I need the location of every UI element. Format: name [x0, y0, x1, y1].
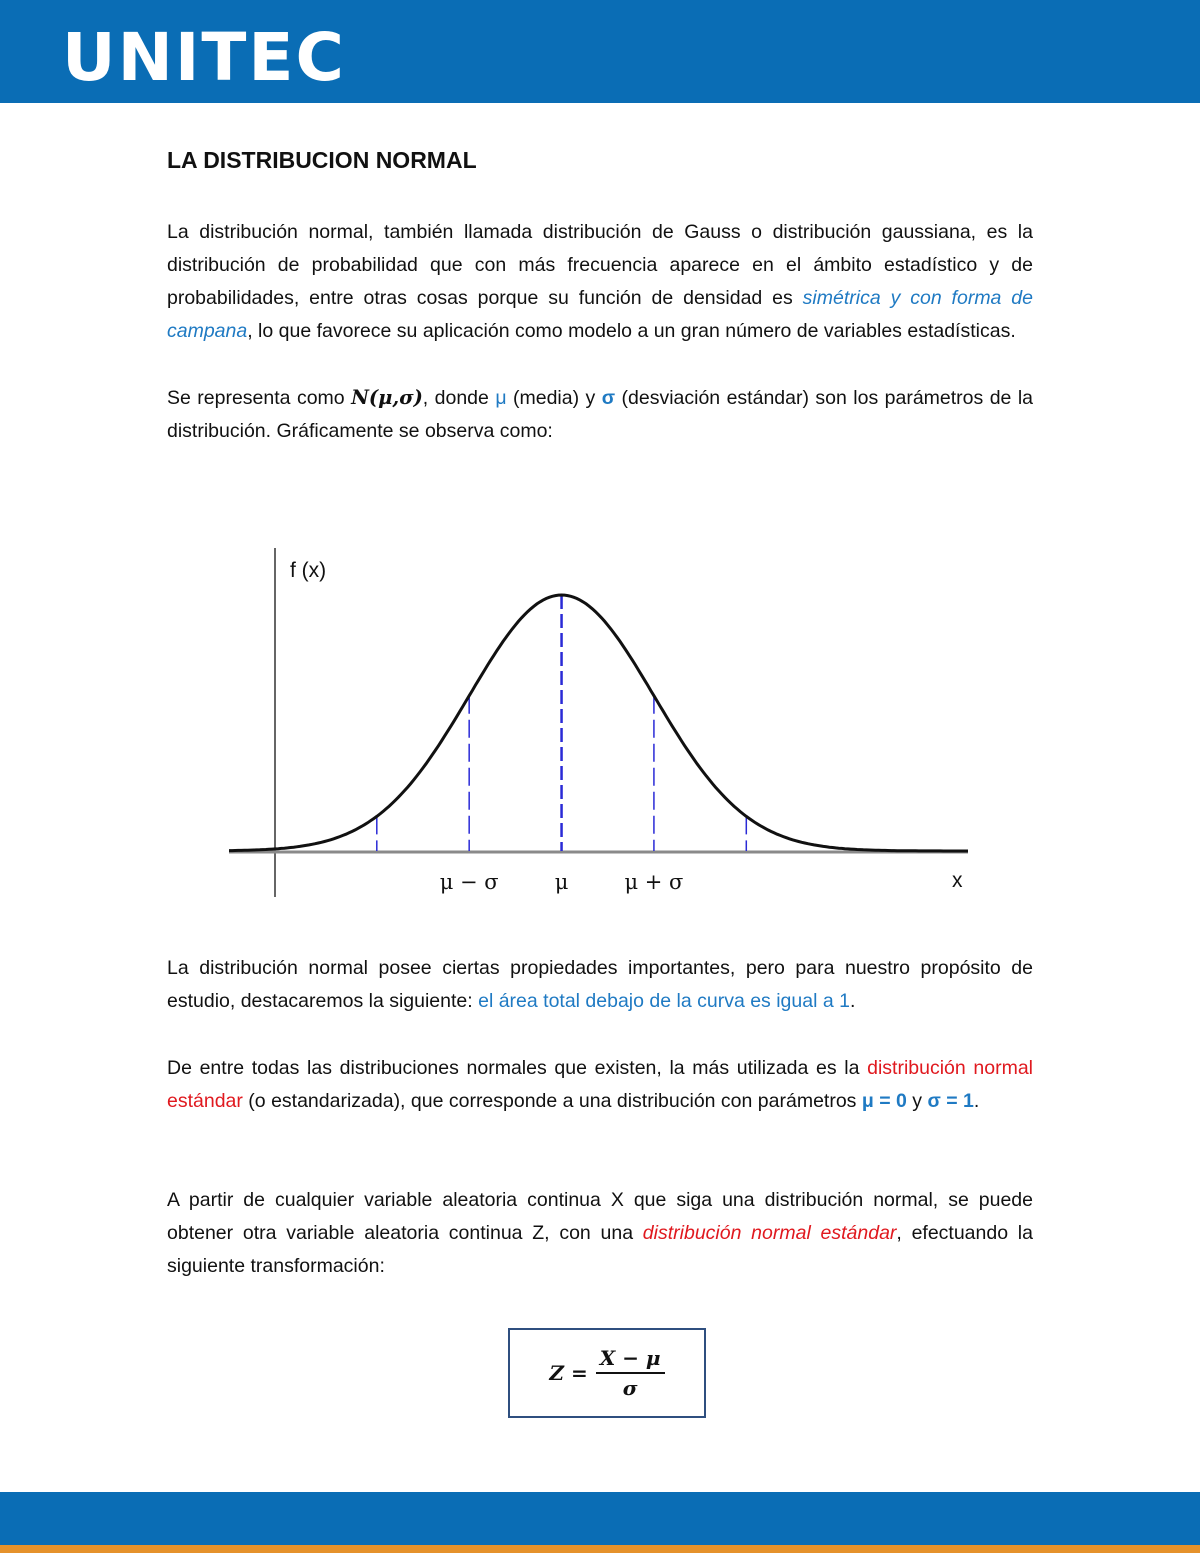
formula-lhs: Z = — [549, 1361, 588, 1385]
repr-text-4: (desviación estándar) son los parámetros de la distribución. Gráficamente se observa como: — [167, 387, 1034, 442]
reference-lines — [377, 595, 747, 851]
formula-box — [508, 1328, 706, 1418]
x-axis-label: x — [952, 869, 963, 892]
repr-notation: N(μ,σ) — [351, 386, 423, 409]
repr-sigma: σ — [601, 387, 616, 409]
property-highlight: el área total debajo de la curva es igual a 1 — [478, 990, 850, 1012]
tick-label: μ − σ — [439, 870, 499, 894]
formula-fraction — [596, 1346, 665, 1400]
standard-mu-eq: μ = 0 — [861, 1090, 907, 1112]
standard-red: distribución normal estándar — [167, 1057, 1034, 1112]
transform-red: distribución normal estándar — [642, 1222, 897, 1244]
bell-curve — [229, 595, 968, 851]
footer-bar — [0, 1492, 1200, 1545]
transform-text-1: A partir de cualquier variable aleatoria continua X que siga una distribución normal, se puede obtener otra variable aleatoria continua Z, con una — [167, 1189, 1033, 1244]
y-axis-label: f (x) — [290, 559, 327, 582]
tick-labels — [440, 870, 684, 894]
standard-paragraph — [167, 1052, 1033, 1118]
standard-text-2: (o estandarizada), que corresponde a una distribución con parámetros — [242, 1090, 862, 1112]
formula-denominator: σ — [622, 1376, 638, 1400]
property-text-2: . — [849, 990, 856, 1012]
repr-text-1: Se representa como — [167, 387, 352, 409]
tick-label: μ — [554, 870, 569, 894]
footer-stripe — [0, 1545, 1200, 1553]
standard-text-1: De entre todas las distribuciones normales que existen, la más utilizada es la — [167, 1057, 868, 1079]
property-text-1: La distribución normal posee ciertas propiedades importantes, pero para nuestro propósito de estudio, destacaremos la siguiente: — [167, 957, 1033, 1012]
repr-text-2: , donde — [422, 387, 496, 409]
standard-sigma-eq: σ = 1 — [927, 1090, 974, 1112]
standard-text-4: . — [973, 1090, 980, 1112]
intro-text-1: La distribución normal, también llamada distribución de Gauss o distribución gaussiana, es la distribución de probabilidad que con más frecuencia aparece en el ámbito estadístico y de probabilidades, entre otras cosas porque su función de densidad es — [167, 221, 1033, 309]
page-title: LA DISTRIBUCION NORMAL — [167, 147, 477, 173]
transform-text-2: , efectuando la siguiente transformación: — [167, 1222, 1033, 1277]
repr-text-3: (media) y — [506, 387, 602, 409]
formula-numerator: X − μ — [596, 1346, 665, 1374]
repr-mu: μ — [495, 387, 507, 409]
z-formula — [549, 1346, 664, 1400]
tick-label: μ + σ — [624, 870, 684, 894]
property-paragraph — [167, 952, 1033, 1018]
unitec-logo: UNITEC — [62, 19, 346, 96]
intro-highlight: simétrica y con forma de campana — [167, 287, 1033, 342]
transformation-paragraph — [167, 1184, 1033, 1283]
standard-text-3: y — [906, 1090, 928, 1112]
intro-text-2: , lo que favorece su aplicación como modelo a un gran número de variables estadísticas. — [247, 320, 1016, 342]
